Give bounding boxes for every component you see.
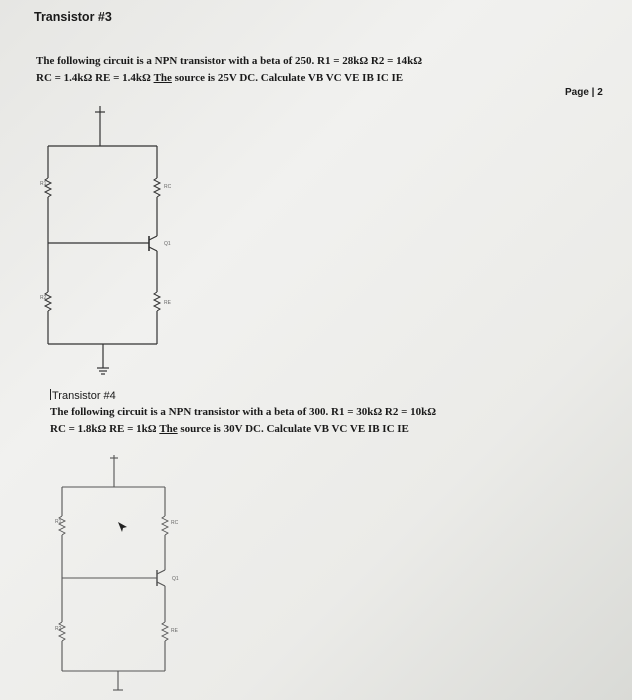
problem4-text-line1: The following circuit is a NPN transistor with a beta of 300. R1 = 30kΩ R2 = 10kΩ: [50, 406, 437, 418]
problem4-heading: Transistor #4: [52, 390, 116, 402]
circuit2-rc-label: RC: [171, 520, 179, 526]
circuit2-re-resistor: [162, 622, 168, 641]
circuit2-r2-label: R2: [55, 626, 62, 632]
circuit2-r1-label: R1: [55, 519, 62, 525]
circuit-2: [59, 455, 168, 690]
circuit1-rc-resistor: [154, 178, 160, 197]
problem4-text-line2: RC = 1.8kΩ RE = 1kΩ The source is 30V DC. Calculate VB VC VE IB IC IE: [50, 423, 409, 435]
cursor-icon: [118, 522, 127, 532]
circuit1-rc-label: RC: [164, 184, 172, 190]
circuit2-re-label: RE: [171, 628, 178, 634]
problem3-heading: Transistor #3: [34, 10, 112, 24]
circuit2-rc-resistor: [162, 516, 168, 535]
page-number: Page | 2: [565, 87, 603, 98]
problem3-text-line2: RC = 1.4kΩ RE = 1.4kΩ The source is 25V DC. Calculate VB VC VE IB IC IE: [36, 72, 404, 84]
circuit2-q-label: Q1: [172, 576, 179, 582]
circuit-1: [45, 106, 160, 374]
circuit1-re-resistor: [154, 292, 160, 311]
circuit1-q-label: Q1: [164, 241, 171, 247]
circuit1-r2-label: R2: [40, 295, 47, 301]
circuit1-r1-label: R1: [40, 181, 47, 187]
circuit1-re-label: RE: [164, 300, 171, 306]
problem3-text-line1: The following circuit is a NPN transistor with a beta of 250. R1 = 28kΩ R2 = 14kΩ: [36, 55, 423, 67]
